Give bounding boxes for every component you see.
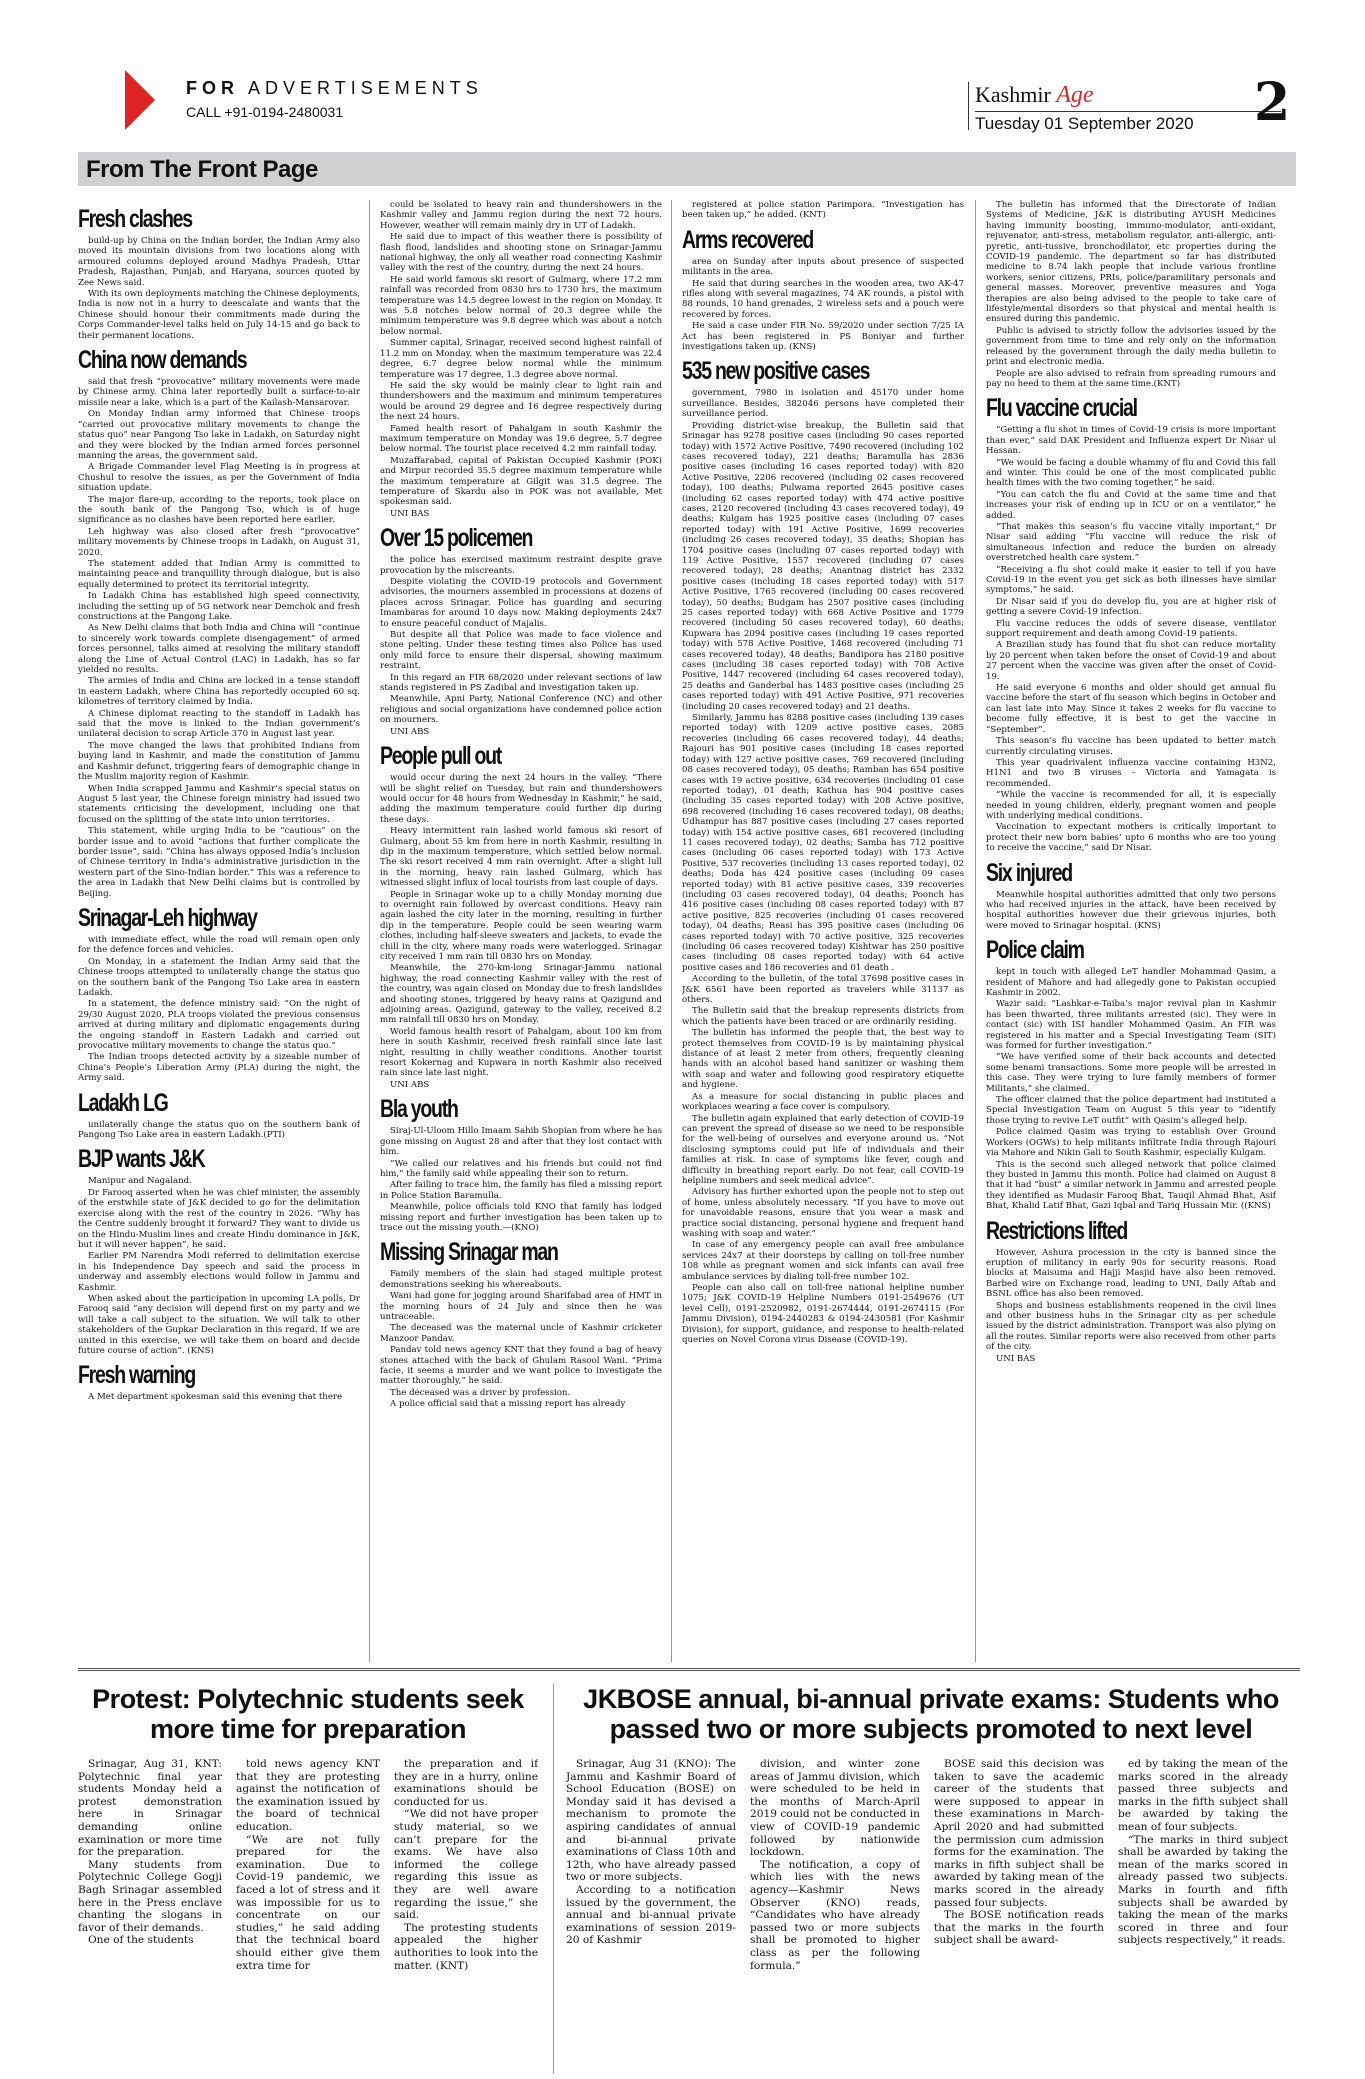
agency-credit: UNI BAS bbox=[996, 1353, 1036, 1364]
article-paragraph: Meanwhile, the 270-km-long Srinagar-Jammu national highway, the road connecting Kashmir valley with the rest of the country, was again closed on Monday due to fresh landslides and shooting stones, triggered by heavy rains at Qazigund and adjoining areas. Qazigund, gateway to the valley, received 8.2 mm rainfall till 0830 hrs on Monday. bbox=[380, 963, 662, 1026]
article-paragraph: The Bulletin said that the breakup represents districts from which the patients have been traced or are ordinarily residing. bbox=[682, 1006, 964, 1027]
article-paragraph: Wazir said: “Lashkar-e-Taiba’s major revival plan in Kashmir has been thwarted, three militants arrested (sic). They were in contact (sic) with ISI handler Mohammed Qasim. An FIR was registered in his matter and a Special Investigating Team (SIT) was formed for further investigation.” bbox=[986, 999, 1276, 1052]
article-paragraph: Meanwhile, police officials told KNO that family has lodged missing report and further investigation has been taken up to trace out the missing youth.—(KNO) bbox=[380, 1202, 662, 1233]
article-paragraph: He said everyone 6 months and older should get annual flu vaccine before the start of flu season which begins in October and can last late into May. Since it takes 2 weeks for flu vaccine to become fully effective, it is best to get the vaccine in “September”. bbox=[986, 683, 1276, 735]
story-headline: China now demands bbox=[78, 346, 247, 375]
article-paragraph: This season’s flu vaccine has been updated to better match currently circulating viruses. bbox=[986, 736, 1276, 757]
article-paragraph: Providing district-wise breakup, the Bulletin said that Srinagar has 9278 positive cases (including 90 cases reported today) with 1572 Active Positive, 7490 recovered (including 102 cases recovered today), 221 deaths; Baramulla has 2836 positive cases (including 16 cases reported today) with 820 Active Positive, 2206 recovered (including 02 cases recovered today), 100 deaths; Pulwama reported 2645 positive cases (including 62 cases reported today) with 474 active positive cases, 2120 recovered (including 43 cases recovered today), 49 deaths; Kulgam has 1925 positive cases (including 07 cases reported today) with 191 Active Positive, 1699 recoveries (including 26 cases recovered today), 35 deaths; Shopian has 1704 positive cases (including 07 cases reported today) with 119 Active Positive, 1557 recovered (including 07 cases recovered today), 28 deaths; Anantnag district has 2332 positive cases (including 18 cases reported today) with 517 Active Positive, 1765 recovered (including 00 cases recovered today), 50 deaths; Budgam has 2507 positive cases (including 25 cases reported today) with 668 Active Positive and 1779 recovered (including 50 cases recovered today), 60 deaths; Kupwara has 2094 positive cases (including 19 cases reported today) with 578 Active Positive, 1468 recovered (including 71 cases recovered today), 48 deaths; Bandipora has 2180 positive cases (including 38 cases reported today) with 708 Active Positive, 1447 recovered (including 64 cases recovered today), 25 deaths and Ganderbal has 1483 positive cases (including 25 cases reported today) with 491 Active Positive, 971 recoveries (including 20 cases recovered today) and 21 deaths. bbox=[682, 420, 964, 712]
article-paragraph: People are also advised to refrain from spreading rumours and pay no heed to them at the same time.(KNT) bbox=[986, 368, 1276, 389]
agency-credit: UNI ABS bbox=[390, 726, 430, 737]
story-column bbox=[236, 1758, 380, 2068]
article-paragraph: A police official said that a missing report has already bbox=[390, 1399, 626, 1410]
article-paragraph: area on Sunday after inputs about presence of suspected militants in the area. bbox=[682, 256, 964, 278]
article-paragraph: When asked about the participation in upcoming LA polls, Dr Farooq said “any decision will depend first on my party and we will take a call subject to the situation. We will talk to other stakeholders of the Gupkar Declaration in this regard. If we are united in this exercise, we will take them on board and decide future course of action”. (KNS) bbox=[78, 1293, 360, 1356]
article-paragraph: Many students from Polytechnic College Gogji Bagh Srinagar assembled here in the Press enclave chanting the slogans in favor of their demands. bbox=[78, 1858, 222, 1934]
article-paragraph: The major flare-up, according to the reports, took place on the south bank of the Pangong Tso, which is of huge significance as no clashes have been reported here earlier. bbox=[78, 494, 360, 526]
article-paragraph: “Getting a flu shot in times of Covid-19 crisis is more important than ever,” said DAK President and Influenza expert Dr Nisar ul Hassan. bbox=[986, 425, 1276, 457]
article-paragraph: Family members of the slain had staged multiple protest demonstrations seeking his whereabouts. bbox=[380, 1269, 662, 1290]
for-advertisements-label: FOR ADVERTISEMENTS bbox=[186, 78, 483, 98]
story-polytechnic bbox=[78, 1684, 538, 1972]
article-paragraph: In case of any emergency people can avail free ambulance services 24x7 at their doorsteps by calling on toll-free number 108 while as pregnant women and sick infants can avail free ambulance services by dialing toll-free number 102. bbox=[682, 1240, 964, 1282]
masthead bbox=[968, 82, 1281, 133]
article-paragraph: government, 7980 in isolation and 45170 under home surveillance. Besides, 382046 persons have completed their surveillance period. bbox=[682, 388, 964, 420]
article-paragraph: unilaterally change the status quo on the southern bank of Pangong Tso Lake area in eastern Ladakh.(PTI) bbox=[78, 1119, 360, 1141]
article-paragraph: After failing to trace him, the family has filed a missing report in Police Station Baramulla. bbox=[380, 1180, 662, 1201]
article-paragraph: “Receiving a flu shot could make it easier to tell if you have Covid-19 in the event you get sick as both illnesses have similar symptoms,” he said. bbox=[986, 564, 1276, 596]
article-paragraph: Dr Nisar said if you do develop flu, you are at higher risk of getting a severe Covid-19 infection. bbox=[986, 596, 1276, 618]
story-headline: Fresh clashes bbox=[78, 205, 192, 233]
article-paragraph: A Met department spokesman said this evening that there bbox=[88, 1392, 343, 1403]
article-paragraph: said that fresh “provocative” military movements were made by Chinese army. China later reportedly built a surface-to-air missile near a lake, which is a part of the Kailash-Mansarovar. bbox=[78, 377, 360, 408]
page-header bbox=[0, 0, 1365, 140]
article-paragraph: In this regard an FIR 68/2020 under relevant sections of law stands registered in PS Zadibal and investigation taken up. bbox=[380, 672, 662, 694]
article-paragraph: Srinagar, Aug 31 (KNO): The Jammu and Kashmir Board of School Education (BOSE) on Monday said it has devised a mechanism to promote the aspiring candidates of annual and bi-annual private examinations of Class 10th and 12th, who have already passed two or more subjects. bbox=[566, 1758, 736, 1884]
agency-credit: UNI ABS bbox=[390, 1079, 430, 1090]
article-paragraph: “The marks in third subject shall be awarded by taking the mean of the marks scored in already passed two subjects. Marks in fourth and fifth subjects shall be awarded by taking the mean of the marks scored in three and four subjects respectively,” it reads. bbox=[1118, 1833, 1288, 1947]
story-headline: Police claim bbox=[986, 936, 1084, 965]
article-paragraph: With its own deployments matching the Chinese deployments, India is now not in a hurry to deescalate and wants that the Chinese should honour their commitments made during the Corps Commander-level talks held on July 14-15 and go back to their permanent locations. bbox=[78, 289, 360, 341]
bottom-divider bbox=[78, 1668, 1300, 1671]
column-1 bbox=[78, 200, 360, 1662]
article-paragraph: “You can catch the flu and Covid at the same time and that increases your risk of ending up in ICU or on a ventilator,” he added. bbox=[986, 489, 1276, 521]
article-paragraph: According to the bulletin, of the total 37698 positive cases in J&K 6561 have been reported as travelers while 31137 as others. bbox=[682, 974, 964, 1006]
article-paragraph: registered at police station Parimpora. “Investigation has been taken up,” he added. (KNT) bbox=[682, 200, 964, 221]
article-paragraph: build-up by China on the Indian border, the Indian Army also moved its mountain divisions from two locations along with armoured columns deployed around Madhya Pradesh, Uttar Pradesh, Rajasthan, Punjab, and Haryana, sources quoted by Zee News said. bbox=[78, 236, 360, 288]
story-headline: Arms recovered bbox=[682, 225, 814, 254]
article-paragraph: This is the second such alleged network that police claimed they busted in Jammu this month. Police had claimed on August 8 that it had “bust” a similar network in Jammu and arrested people they identified as Mudasir Farooq Bhat, Tauqil Ahmad Bhat, Asif Bhat, Khalid Latif Bhat, Gazi Iqbal and Tariq Hussain Mir. ((KNS) bbox=[986, 1159, 1276, 1212]
story-headline: Protest: Polytechnic students seek more time for preparation bbox=[92, 1684, 524, 1744]
article-paragraph: This year quadrivalent influenza vaccine containing H3N2, H1N1 and two B viruses – Victoria and Yamagata is recommended. bbox=[986, 757, 1276, 789]
article-paragraph: As New Delhi claims that both India and China will “continue to sincerely work towards complete disengagement” of armed forces personnel, talks aimed at resolving the military standoff along the Line of Actual Control (LAC) in Ladakh, has so far yielded no results. bbox=[78, 623, 360, 676]
article-paragraph: However, Ashura procession in the city is banned since the eruption of militancy in early 90s for security reasons. Road blocks at Maisuma and Hajji Masjid have also been removed. Barbed wire on Exchange road, leading to UNI, Daily Aftab and BSNL office has also been removed. bbox=[986, 1247, 1276, 1300]
red-triangle-icon bbox=[125, 70, 155, 130]
article-paragraph: The BOSE notification reads that the marks in the fourth subject shall be award- bbox=[934, 1909, 1104, 1947]
article-paragraph: Meanwhile hospital authorities admitted that only two persons who had received injuries in the attack, have been received by hospital authorities however due their grievous injuries, both were moved to Srinagar hospital. (KNS) bbox=[986, 889, 1276, 931]
article-paragraph: This statement, while urging India to be “cautious” on the border issue and to avoid “actions that further complicate the border issue”, said: “China has always opposed India’s inclusion of Chinese territory in India’s administrative jurisdiction in the western part of the Sino-Indian border.” This was a reference to the area in Ladakh that New Delhi claims but is controlled by Beijing. bbox=[78, 826, 360, 899]
article-paragraph: Muzaffarabad, capital of Pakistan Occupied Kashmir (POK) and Mirpur recorded 35.5 degree maximum temperature while the maximum temperature at Gilgit was 31.5 degree. The temperature of Skardu also in POK was not available, Met spokesman said. bbox=[380, 455, 662, 508]
article-paragraph: When India scrapped Jammu and Kashmir’s special status on August 5 last year, the Chinese foreign ministry had issued two statements criticising the development, including one that focused on the splitting of the state into union territories. bbox=[78, 783, 360, 825]
article-paragraph: told news agency KNT that they are protesting against the notification of the examination issued by the board of technical education. bbox=[236, 1758, 380, 1833]
article-paragraph: Public is advised to strictly follow the advisories issued by the government from time to time and rely only on the information released by the government through the daily media bulletin to print and electronic media. bbox=[986, 325, 1276, 368]
article-paragraph: World famous health resort of Pahalgam, about 100 km from here in south Kashmir, received fresh rainfall since late last night, resulting in chilly weather conditions. Another tourist resort Kokernag and Kupwara in north Kashmir also received rain since late last night. bbox=[380, 1026, 662, 1079]
article-paragraph: Srinagar, Aug 31, KNT: Polytechnic final year students Monday held a protest demonstration here in Srinagar demanding online examination or more time for the preparation. bbox=[78, 1758, 222, 1859]
article-paragraph: kept in touch with alleged LeT handler Mohammad Qasim, a resident of Mahore and had allegedly gone to Pakistan occupied Kashmir in 2002. bbox=[986, 967, 1276, 998]
section-title: From The Front Page bbox=[86, 156, 318, 183]
column-divider bbox=[369, 200, 370, 1662]
article-paragraph: would occur during the next 24 hours in the valley. “There will be slight relief on Tuesday, but rain and thundershowers would occur for 48 hours from Wednesday in Kashmir,” he said, adding the maximum temperature could further dip during these days. bbox=[380, 773, 662, 825]
agency-credit: UNI BAS bbox=[390, 508, 430, 519]
story-column bbox=[78, 1758, 222, 2068]
story-jkbose bbox=[566, 1684, 1296, 1972]
issue-date: Tuesday 01 September 2020 bbox=[975, 111, 1281, 134]
story-headline: Missing Srinagar man bbox=[380, 1238, 558, 1267]
article-paragraph: A Brigade Commander level Flag Meeting is in progress at Chushul to resolve the issues, as per the Government of India situation update. bbox=[78, 462, 360, 494]
article-paragraph: “We did not have proper study material, so we can’t prepare for the exams. We have also informed the college regarding this issue as they are well aware regarding the issue,” she said. bbox=[394, 1808, 538, 1922]
article-paragraph: Wani had gone for jogging around Sharifabad area of HMT in the morning hours of 24 July and since then he was untraceable. bbox=[380, 1291, 662, 1322]
column-4 bbox=[986, 200, 1276, 1662]
story-headline: People pull out bbox=[380, 742, 502, 771]
article-paragraph: The deceased was a driver by profession. bbox=[390, 1387, 571, 1398]
story-headline: Fresh warning bbox=[78, 1361, 196, 1390]
page-number: 2 bbox=[1254, 72, 1291, 133]
article-paragraph: “We called our relatives and his friends but could not find him,” the family said while appealing their son to return. bbox=[380, 1158, 662, 1179]
story-headline: Flu vaccine crucial bbox=[986, 394, 1137, 423]
article-paragraph: the police has exercised maximum restraint despite grave provocation by the miscreants. bbox=[380, 555, 662, 576]
article-paragraph: He said the sky would be mainly clear to light rain and thundershowers and the maximum and minimum temperatures would be around 29 degree and 16 degree respectively during the next 24 hours. bbox=[380, 380, 662, 423]
article-paragraph: The bulletin has informed the people that, the best way to protect themselves from COVID-19 is by maintaining physical distance of at least 2 meter from others, frequently cleaning hands with an alcohol based hand sanitizer or washing them with soap and water and following good respiratory etiquette and hygiene. bbox=[682, 1028, 964, 1091]
column-divider bbox=[671, 200, 672, 1662]
article-paragraph: The Indian troops detected activity by a sizeable number of China’s People’s Liberation Army (PLA) during the night, the Army said. bbox=[78, 1052, 360, 1084]
article-paragraph: Famed health resort of Pahalgam in south Kashmir the maximum temperature on Monday was 19.6 degree, 5.7 degree below normal. The tourist place received 4.2 mm rainfall today. bbox=[380, 423, 662, 455]
article-paragraph: Dr Farooq asserted when he was chief minister, the assembly of the erstwhile state of J&K decided to go for the delimitation exercise along with the rest of the country in 2026. “Why has the Centre suddenly brought it forward? They want to divide us on the Hindu-Muslim lines and create Hindu dominance in J&K, but it will never happen”, he said. bbox=[78, 1187, 360, 1250]
article-paragraph: But despite all that Police was made to face violence and stone pelting. Under these testing times also Police has used only mild force to ensure their dispersal, showing maximum restraint. bbox=[380, 630, 662, 672]
article-paragraph: The protesting students appealed the higher authorities to look into the matter. (KNT) bbox=[394, 1921, 538, 1972]
masthead-title: Kashmir Age bbox=[975, 82, 1094, 108]
story-body bbox=[78, 1758, 538, 2068]
article-paragraph: The move changed the laws that prohibited Indians from buying land in Kashmir, and made the constitution of Jammu and Kashmir defunct, triggering fears of demographic change in the Muslim majority region of Kashmir. bbox=[78, 740, 360, 783]
article-paragraph: He said that during searches in the wooden area, two AK-47 rifles along with several magazines, 74 AK rounds, a pistol with 88 rounds, 10 hand grenades, 2 wireless sets and a pouch were recovered by forces. bbox=[682, 278, 964, 320]
advertisement-phone: CALL +91-0194-2480031 bbox=[186, 104, 344, 120]
article-paragraph: Summer capital, Srinagar, received second highest rainfall of 11.2 mm on Monday, when the maximum temperature was 22.4 degree, 6.7 degree below normal while the minimum temperature was 17 degree, 1.3 degree above normal. bbox=[380, 338, 662, 380]
article-paragraph: The deceased was the maternal uncle of Kashmir cricketer Manzoor Pandav. bbox=[380, 1323, 662, 1344]
article-paragraph: Manipur and Nagaland. bbox=[88, 1176, 192, 1187]
article-paragraph: Despite violating the COVID-19 protocols and Government advisories, the mourners assembled in processions at dozens of places across Srinagar. Police has guarding and securing Imambaras for around 10 days now. Making deployments 24x7 to ensure peaceful conduct of Majalis. bbox=[380, 577, 662, 629]
story-headline: Srinagar-Leh highway bbox=[78, 903, 257, 932]
story-headline: Restrictions lifted bbox=[986, 1216, 1127, 1245]
article-paragraph: According to a notification issued by the government, the annual and bi-annual private examinations of session 2019-20 of Kashmir bbox=[566, 1883, 736, 1947]
article-paragraph: Leh highway was also closed after fresh “provocative” military movements by Chinese troops in Ladakh, on August 31, 2020. bbox=[78, 526, 360, 558]
column-3 bbox=[682, 200, 964, 1662]
article-paragraph: “While the vaccine is recommended for all, it is especially needed in young children, elderly, pregnant women and people with underlying medical conditions. bbox=[986, 790, 1276, 821]
article-paragraph: ed by taking the mean of the marks scored in the already passed three subjects and marks in the fifth subject shall be awarded by taking the mean of four subjects. bbox=[1118, 1758, 1288, 1833]
article-paragraph: The officer claimed that the police department had instituted a Special Investigation Team on August 5 this year to “identify those trying to revive LeT outfit” with Qasim’s alleged help. bbox=[986, 1095, 1276, 1126]
story-headline: JKBOSE annual, bi-annual private exams: Students who passed two or more subjects promoted to next level bbox=[583, 1684, 1279, 1744]
article-paragraph: could be isolated to heavy rain and thundershowers in the Kashmir valley and Jammu region during the next 72 hours. However, weather will remain mainly dry in UT of Ladakh. bbox=[380, 200, 662, 231]
story-column bbox=[1118, 1758, 1288, 2068]
article-paragraph: Heavy intermittent rain lashed world famous ski resort of Gulmarg, about 55 km from here in north Kashmir, resulting in dip in the maximum temperature, which settled below normal. The ski resort received 4 mm rain overnight. After a slight lull in the morning, heavy rain lashed Gulmarg, which has witnessed slight influx of local tourists from last couple of days. bbox=[380, 826, 662, 889]
article-paragraph: A Brazilian study has found that flu shot can reduce mortality by 20 percent when taken before the onset of Covid-19 and about 27 percent when the vaccine was given after the onset of Covid-19. bbox=[986, 640, 1276, 682]
story-headline: Bla youth bbox=[380, 1095, 458, 1124]
story-column bbox=[750, 1758, 920, 2068]
story-column bbox=[934, 1758, 1104, 2068]
story-divider bbox=[553, 1684, 554, 2074]
article-paragraph: Advisory has further exhorted upon the people not to step out of home, unless absolutely necessary. “If you have to move out for unavoidable reasons, ensure that you wear a mask and practice social distancing, personal hygiene and frequent hand washing with soap and water.” bbox=[682, 1187, 964, 1239]
column-divider bbox=[975, 200, 976, 1662]
article-paragraph: People can also call on toll-free national helpline number 1075; J&K COVID-19 Helpline Numbers 0191-2549676 (UT level Cell), 0191-2520982, 0191-2674444, 0191-2674115 (For Jammu Division), 0194-2440283 & 0194-2430581 (For Kashmir Division), for support, guidance, and response to health-related queries on Novel Corona virus Disease (COVID-19). bbox=[682, 1283, 964, 1346]
article-paragraph: He said a case under FIR No. 59/2020 under section 7/25 IA Act has been registered in PS Boniyar and further investigations taken up. (KNS) bbox=[682, 321, 964, 353]
article-paragraph: Vaccination to expectant mothers is critically important to protect their new born babies’ upto 6 months who are too young to receive the vaccine,” said Dr Nisar. bbox=[986, 822, 1276, 854]
article-paragraph: Shops and business establishments reopened in the civil lines and other business hubs in the Srinagar city as per schedule issued by the district administration. Transport was also plying on all the routes. Similar reports were also received from other parts of the city. bbox=[986, 1300, 1276, 1353]
article-paragraph: One of the students bbox=[88, 1934, 194, 1947]
article-paragraph: “We have verified some of their back accounts and detected some benami transactions. Some more people will be arrested in this case. They were trying to lure family members of former Militants,” she claimed. bbox=[986, 1052, 1276, 1094]
article-paragraph: In Ladakh China has established high speed connectivity, including the setting up of 5G network near Demchok and fresh constructions at the Pangong Lake. bbox=[78, 591, 360, 622]
article-paragraph: As a measure for social distancing in public places and workplaces wearing a face cover is compulsory. bbox=[682, 1091, 964, 1113]
article-paragraph: Pandav told news agency KNT that they found a bag of heavy stones attached with the back of Ghulam Rasool Wani. “Prima facie, it seems a murder and we want police to investigate the matter thoroughly,” he said. bbox=[380, 1345, 662, 1387]
article-paragraph: Meanwhile, Apni Party, National Conference (NC) and other religious and social organizations have condemned police action on mourners. bbox=[380, 694, 662, 726]
article-paragraph: Similarly, Jammu has 8288 positive cases (including 139 cases reported today) with 1209 active positive cases, 2085 recoveries (including 66 cases recovered today), 44 deaths; Rajouri has 901 positive cases (including 18 cases reported today) with 127 active positive cases, 769 recovered (including 08 cases recovered today), 05 deaths; Ramban has 654 positive cases with 19 active positive, 634 recoveries (including 01 case reported today), 01 death; Kathua has 904 positive cases (including 35 cases reported today) with 208 Active positive, 698 recovered (including 16 cases recovered today), 08 deaths; Udhampur has 887 positive cases (including 27 cases reported today) with 154 active positive cases, 681 recovered (including 11 cases recovered today), 02 deaths; Samba has 712 positive cases (including 06 cases reported today) with 173 Active Positive, 537 recoveries (including 13 cases reported today), 02 deaths; Doda has 424 positive cases (including 09 cases reported today) with 81 active positive cases, 339 recoveries (including 03 cases recovered today), 04 deaths; Poonch has 416 positive cases (including 08 cases reported today) with 87 active positive, 825 recoveries (including 01 cases recovered today), 04 deaths; Reasi has 395 positive cases (including 06 cases reported today) with 70 active positive, 325 recoveries (including 06 cases recovered today) Kishtwar has 250 positive cases (including 08 cases reported today) with 64 active positive cases and 186 recoveries and 01 death . bbox=[682, 713, 964, 973]
article-paragraph: the preparation and if they are in a hurry, online examinations should be conducted for us. bbox=[394, 1758, 538, 1808]
article-paragraph: Siraj-Ul-Uloom Hillo Imaam Sahib Shopian from where he has gone missing on August 28 and after that they lost contact with him. bbox=[380, 1126, 662, 1158]
column-2 bbox=[380, 200, 662, 1662]
article-paragraph: division, and winter zone areas of Jammu division, which were scheduled to be held in the months of March-April 2019 could not be conducted in view of COVID-19 pandemic followed by nationwide lockdown. bbox=[750, 1758, 920, 1859]
story-column bbox=[394, 1758, 538, 2068]
article-paragraph: Earlier PM Narendra Modi referred to delimitation exercise in his Independence Day speech and said the process in underway and assembly elections would follow in Jammu and Kashmir. bbox=[78, 1251, 360, 1293]
article-paragraph: In a statement, the defence ministry said: “On the night of 29/30 August 2020, PLA troops violated the previous consensus arrived at during military and diplomatic engagements during the ongoing standoff in Eastern Ladakh and carried out provocative military movements to change the status quo.” bbox=[78, 999, 360, 1052]
article-paragraph: The notification, a copy of which lies with the news agency—Kashmir News Observer (KNO) reads, “Candidates who have already passed two or more subjects shall be promoted to higher class as per the following formula.” bbox=[750, 1858, 920, 1972]
article-paragraph: On Monday Indian army informed that Chinese troops “carried out provocative military movements to change the status quo” near Pangong Tso lake in Ladakh, on Saturday night and they were blocked by the Indian armed forces personnel manning the areas, the government said. bbox=[78, 409, 360, 461]
article-paragraph: “We are not fully prepared for the examination. Due to Covid-19 pandemic, we faced a lot of stress and it was impossible for us to concentrate on our studies,” he said adding that the technical board should either give them extra time for bbox=[236, 1833, 380, 1972]
article-paragraph: He said world famous ski resort of Gulmarg, where 17.2 mm rainfall was recorded from 0830 hrs to 1730 hrs, the maximum temperature was 14.5 degree lowest in the region on Monday. It was 5.8 notches below normal of 20.3 degree while the minimum temperature was 9.8 degree which was about a notch below normal. bbox=[380, 274, 662, 337]
story-headline: BJP wants J&K bbox=[78, 1145, 205, 1174]
story-column bbox=[566, 1758, 736, 2068]
front-page-columns bbox=[78, 200, 1300, 1662]
article-paragraph: Police claimed Qasim was trying to establish Over Ground Workers (OGWs) to help militants infiltrate India through Rajouri via Mahore and Nikin Gali to South Kashmir, especially Kulgam. bbox=[986, 1127, 1276, 1159]
story-headline: 535 new positive cases bbox=[682, 357, 870, 386]
article-paragraph: The bulletin has informed that the Directorate of Indian Systems of Medicine, J&K is distributing AYUSH Medicines having immunity boosting, immuno-modulator, anti-oxidant, rejuvenator, anti-stress, metabolism regulator, anti-allergic, anti-pyretic, anti-tussive, bronchodilator, etc properties during the COVID-19 pandemic. The department so far has distributed medicine to 8.74 lakh people that include various frontline workers, senior citizens, PRIs, police/paramilitary personals and general masses. Moreover, preventive measures and Yoga therapies are also being advised to the people to take care of lifestyle/mental disorders so that physical and mental health is ensured during this pandemic. bbox=[986, 200, 1276, 325]
article-paragraph: The statement added that Indian Army is committed to maintaining peace and tranquillity through dialogue, but is also equally determined to protect its territorial integrity. bbox=[78, 558, 360, 590]
article-paragraph: BOSE said this decision was taken to save the academic career of the students that were supposed to appear in these examinations in March-April 2020 and had submitted the permission cum admission forms for the examination. The marks in fifth subject shall be awarded by taking mean of the marks scored in the already passed four subjects. bbox=[934, 1758, 1104, 1909]
story-headline: Over 15 policemen bbox=[380, 524, 533, 553]
article-paragraph: People in Srinagar woke up to a chilly Monday morning due to overnight rain followed by overcast conditions. Heavy rain again lashed the city later in the morning, resulting in further dip in the temperature. People could be seen wearing warm clothes, including half-sleeve sweaters and jackets, to evade the chill in the city, where many roads were waterlogged. Srinagar city received 1 mm rain till 0830 hrs on Monday. bbox=[380, 889, 662, 962]
section-bar bbox=[78, 152, 1296, 186]
article-paragraph: He said due to impact of this weather there is possibility of flash flood, landslides and shooting stone on Srinagar-Jammu national highway, the only all weather road connecting Kashmir valley with the rest of the country, during the next 24 hours. bbox=[380, 232, 662, 274]
article-paragraph: “That makes this season’s flu vaccine vitally important,” Dr Nisar said adding “Flu vaccine will reduce the risk of simultaneous infection and reduce the burden on already overstretched health care system.” bbox=[986, 521, 1276, 564]
article-paragraph: A Chinese diplomat reacting to the standoff in Ladakh has said that the move is linked to the Indian government’s unilateral decision to scrap Article 370 in August last year. bbox=[78, 708, 360, 740]
story-headline: Six injured bbox=[986, 858, 1072, 887]
article-paragraph: The armies of India and China are locked in a tense standoff in eastern Ladakh, where China has reportedly occupied 60 sq. kilometres of territory claimed by India. bbox=[78, 676, 360, 708]
article-paragraph: with immediate effect, while the road will remain open only for the defence forces and vehicles. bbox=[78, 934, 360, 956]
article-paragraph: On Monday, in a statement the Indian Army said that the Chinese troops attempted to unilaterally change the status quo on the southern bank of the Pangong Tso Lake area in eastern Ladakh. bbox=[78, 956, 360, 998]
article-paragraph: “We would be facing a double whammy of flu and Covid this fall and winter. This could be one of the most complicated public health times with the two coming together,” he said. bbox=[986, 457, 1276, 489]
story-body bbox=[566, 1758, 1296, 2068]
article-paragraph: The bulletin again explained that early detection of COVID-19 can prevent the spread of disease so we need to be responsible for the well-being of ourselves and everyone around us. “Not disclosing symptoms could put life of individuals and their families at risk. In case of symptoms like fever, cough and difficulty in breathing report early. Do not fear, call COVID-19 helpline numbers and seek medical advice”. bbox=[682, 1113, 964, 1186]
story-headline: Ladakh LG bbox=[78, 1088, 168, 1117]
article-paragraph: Flu vaccine reduces the odds of severe disease, ventilator support requirement and death among Covid-19 patients. bbox=[986, 618, 1276, 640]
